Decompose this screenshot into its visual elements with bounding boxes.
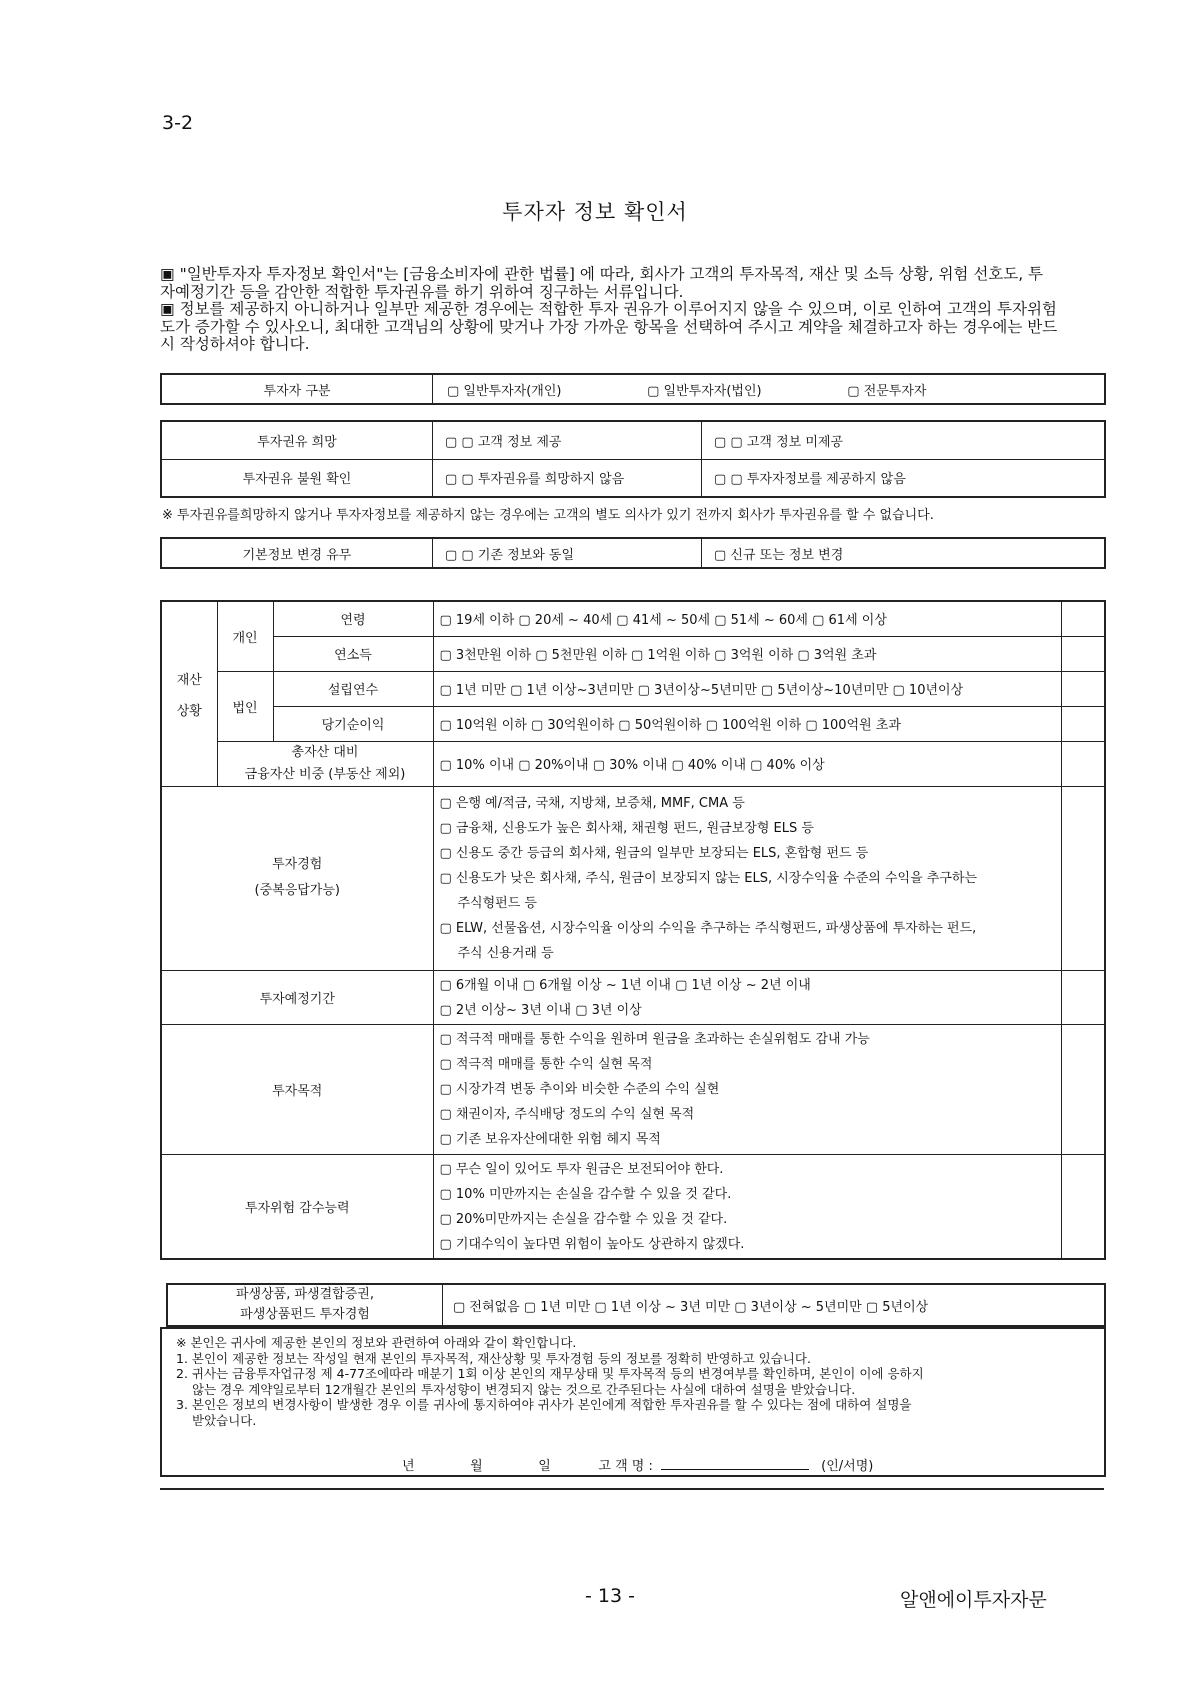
years-options[interactable]: ▢ 1년 미만 ▢ 1년 이상~3년미만 ▢ 3년이상~5년미만 ▢ 5년이상~10년미만 ▢ 10년이상 [433,671,1061,706]
experience-option-4[interactable]: ▢ 신용도가 낮은 회사채, 주식, 원금이 보장되지 않는 ELS, 시장수익율 수준의 수익을 추구하는 [439,870,978,886]
risk-option-2[interactable]: ▢ 10% 미만까지는 손실을 감수할 수 있을 것 같다. [439,1186,732,1202]
purpose-option-4[interactable]: ▢ 채권이자, 주식배당 정도의 수익 실현 목적 [439,1107,695,1123]
corporate-label: 법인 [217,671,273,741]
page-title: 투자자 정보 확인서 [502,200,688,224]
net-income-check-cell[interactable] [1061,706,1105,741]
basic-change-new-checkbox[interactable]: ▢ 신규 또는 정보 변경 [702,538,1106,568]
experience-option-5-cont: 주식 신용거래 등 [457,945,554,961]
confirmation-box [160,1327,1106,1477]
period-label: 투자예정기간 [161,971,433,1025]
assets-label-line2: 상황 [176,703,202,719]
solicitation-wish-label: 투자권유 희망 [161,421,433,459]
experience-label [161,786,433,970]
signature-line [402,1457,873,1475]
years-check-cell[interactable] [1061,671,1105,706]
day-label: 일 [538,1459,551,1474]
seal-label: (인/서명) [821,1459,874,1474]
risk-option-3[interactable]: ▢ 20%미만까지는 손실을 감수할 수 있을 것 같다. [439,1211,728,1227]
derivatives-options[interactable]: ▢ 전혀없음 ▢ 1년 미만 ▢ 1년 이상 ~ 3년 미만 ▢ 3년이상 ~ 5년미만 ▢ 5년이상 [443,1284,1106,1326]
purpose-options [433,1025,1061,1155]
investor-type-options [433,374,1106,404]
period-option-line2[interactable]: ▢ 2년 이상~ 3년 이내 ▢ 3년 이상 [439,1002,642,1018]
solicitation-wish-noprovide-checkbox[interactable]: ▢ ▢ 고객 정보 미제공 [702,421,1106,459]
company-name: 알앤에이투자자문 [900,1589,1047,1611]
derivatives-label-line1: 파생상품, 파생결합증권, [236,1287,374,1302]
confirm-line-2: 1. 본인이 제공한 정보는 작성일 현재 본인의 투자목적, 재산상황 및 투자경험 등의 정보를 정확히 반영하고 있습니다. [176,1350,811,1366]
year-label: 년 [402,1459,415,1474]
risk-option-4[interactable]: ▢ 기대수익이 높다면 위험이 높아도 상관하지 않겠다. [439,1236,745,1252]
period-options [433,971,1061,1025]
asset-ratio-label [217,741,433,786]
experience-check-cell[interactable] [1061,786,1105,970]
confirm-line-1: ※ 본인은 귀사에 제공한 본인의 정보와 관련하여 아래와 같이 확인합니다. [176,1335,577,1350]
solicitation-table [160,420,1106,498]
page-number: - 13 - [585,1585,635,1607]
section-number: 3-2 [162,112,194,134]
purpose-check-cell[interactable] [1061,1025,1105,1155]
derivatives-label [167,1284,443,1326]
experience-option-1[interactable]: ▢ 은행 예/적금, 국채, 지방채, 보증채, MMF, CMA 등 [439,795,745,811]
asset-ratio-options[interactable]: ▢ 10% 이내 ▢ 20%이내 ▢ 30% 이내 ▢ 40% 이내 ▢ 40% 이상 [433,741,1061,786]
intro-paragraph-2: ▣ 정보를 제공하지 아니하거나 일부만 제공한 경우에는 적합한 투자 권유가 이루어지지 않을 수 있으며, 이로 인하여 고객의 투자위험도가 증가할 수 있사오니, 최대한 고객님의 상황에 맞거나 가장 가까운 항목을 선택하여 주시고 계약을 체결하고자 하는 경우에는 반드시 작성하셔야 합니다. [160,300,1058,353]
bottom-divider [160,1488,1104,1490]
solicitation-nowish-label: 투자권유 불원 확인 [161,459,433,497]
customer-name-label: 고 객 명 : [598,1459,653,1474]
purpose-label: 투자목적 [161,1025,433,1155]
derivatives-label-line2: 파생상품펀드 투자경험 [240,1307,370,1322]
income-check-cell[interactable] [1061,636,1105,671]
asset-ratio-label-line2: 금융자산 비중 (부동산 제외) [244,766,406,782]
experience-label-line1: 투자경험 [272,857,323,873]
assets-label-line1: 재산 [176,672,202,688]
derivatives-table [166,1283,1106,1327]
age-check-cell[interactable] [1061,601,1105,636]
age-options[interactable]: ▢ 19세 이하 ▢ 20세 ~ 40세 ▢ 41세 ~ 50세 ▢ 51세 ~ 60세 ▢ 61세 이상 [433,601,1061,636]
purpose-option-5[interactable]: ▢ 기존 보유자산에대한 위험 헤지 목적 [439,1132,661,1148]
investor-type-label: 투자자 구분 [161,374,433,404]
period-check-cell[interactable] [1061,971,1105,1025]
period-option-line1[interactable]: ▢ 6개월 이내 ▢ 6개월 이상 ~ 1년 이내 ▢ 1년 이상 ~ 2년 이내 [439,977,811,993]
month-label: 월 [470,1459,483,1474]
solicitation-wish-provide-checkbox[interactable]: ▢ ▢ 고객 정보 제공 [433,421,702,459]
age-label: 연령 [273,601,433,636]
confirm-line-3: 2. 귀사는 금융투자업규정 제 4-77조에따라 매분기 1회 이상 본인의 재무상태 및 투자목적 등의 변경여부를 확인하며, 본인이 이에 응하지 [176,1366,924,1381]
investor-type-individual-checkbox[interactable]: ▢ 일반투자자(개인) [447,383,562,399]
years-label: 설립연수 [273,671,433,706]
income-options[interactable]: ▢ 3천만원 이하 ▢ 5천만원 이하 ▢ 1억원 이하 ▢ 3억원 이하 ▢ 3억원 초과 [433,636,1061,671]
confirm-line-4: 않는 경우 계약일로부터 12개월간 본인의 투자성향이 변경되지 않는 것으로 간주된다는 사실에 대하여 설명을 받았습니다. [192,1381,856,1397]
purpose-option-3[interactable]: ▢ 시장가격 변동 추이와 비슷한 수준의 수익 실현 [439,1082,720,1098]
investor-type-corporate-checkbox[interactable]: ▢ 일반투자자(법인) [647,383,762,399]
basic-change-table [160,537,1106,569]
solicitation-noinfo-checkbox[interactable]: ▢ ▢ 투자자정보를 제공하지 않음 [702,459,1106,497]
experience-option-4-cont: 주식형펀드 등 [457,895,537,911]
confirm-line-6: 받았습니다. [192,1412,257,1428]
individual-label: 개인 [217,601,273,671]
purpose-option-2[interactable]: ▢ 적극적 매매를 통한 수익 실현 목적 [439,1057,653,1073]
experience-option-2[interactable]: ▢ 금융채, 신용도가 높은 회사채, 채권형 펀드, 원금보장형 ELS 등 [439,820,814,836]
customer-name-field[interactable] [661,1457,809,1470]
experience-label-line2: (중복응답가능) [254,883,340,899]
asset-ratio-label-line1: 총자산 대비 [291,744,359,760]
income-label: 연소득 [273,636,433,671]
risk-options [433,1155,1061,1259]
intro-text [160,266,1058,354]
risk-label: 투자위험 감수능력 [161,1155,433,1259]
purpose-option-1[interactable]: ▢ 적극적 매매를 통한 수익을 원하며 원금을 초과하는 손실위험도 감내 가능 [439,1032,870,1048]
experience-option-3[interactable]: ▢ 신용도 중간 등급의 회사채, 원금의 일부만 보장되는 ELS, 혼합형 펀드 등 [439,845,869,861]
risk-check-cell[interactable] [1061,1155,1105,1259]
assets-section-label [161,601,217,786]
investor-type-table [160,373,1106,405]
net-income-options[interactable]: ▢ 10억원 이하 ▢ 30억원이하 ▢ 50억원이하 ▢ 100억원 이하 ▢ 100억원 초과 [433,706,1061,741]
solicitation-notice: ※ 투자권유를희망하지 않거나 투자자정보를 제공하지 않는 경우에는 고객의 별도 의사가 있기 전까지 회사가 투자권유를 할 수 없습니다. [162,508,934,523]
investor-type-professional-checkbox[interactable]: ▢ 전문투자자 [847,383,927,399]
intro-paragraph-1: ▣ "일반투자자 투자정보 확인서"는 [금융소비자에 관한 법률] 에 따라, 회사가 고객의 투자목적, 재산 및 소득 상황, 위험 선호도, 투자예정기간 등을 감안한 적합한 투자권유를 하기 위하여 징구하는 서류입니다. [160,265,1044,301]
risk-option-1[interactable]: ▢ 무슨 일이 있어도 투자 원금은 보전되어야 한다. [439,1161,724,1177]
investor-info-table [160,600,1106,1260]
experience-option-5[interactable]: ▢ ELW, 선물옵션, 시장수익율 이상의 수익을 추구하는 주식형펀드, 파생상품에 투자하는 펀드, [439,920,977,936]
basic-change-same-checkbox[interactable]: ▢ ▢ 기존 정보와 동일 [433,538,702,568]
basic-change-label: 기본정보 변경 유무 [161,538,433,568]
solicitation-nowish-checkbox[interactable]: ▢ ▢ 투자권유를 희망하지 않음 [433,459,702,497]
asset-ratio-check-cell[interactable] [1061,741,1105,786]
confirm-line-5: 3. 본인은 정보의 변경사항이 발생한 경우 이를 귀사에 통지하여야 귀사가 본인에게 적합한 투자권유를 할 수 있다는 점에 대하여 설명을 [176,1397,912,1412]
net-income-label: 당기순이익 [273,706,433,741]
experience-options [433,786,1061,970]
